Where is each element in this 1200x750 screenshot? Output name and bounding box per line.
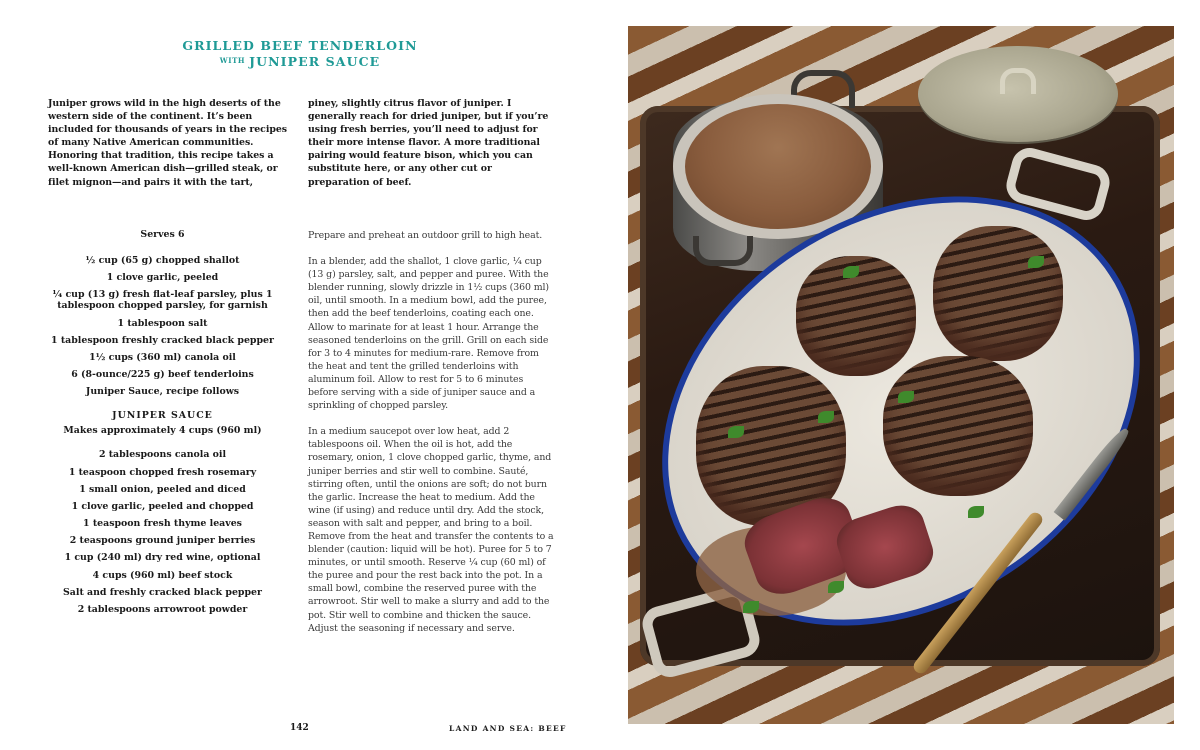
ingredient-item: 1 tablespoon freshly cracked black pepper xyxy=(51,334,274,346)
method-paragraph: In a medium saucepot over low heat, add 2 tablespoons oil. When the oil is hot, add the rosemary, onion, 1 clove chopped garlic, thyme, and juniper berries and stir well to combine. Sauté, stirring often, until the onions are soft; do not burn the garlic. Increase the heat to medium. Add the wine (if using) and reduce until dry. Add the stock, season with salt and pepper, and bring to a boil. Remove from the heat and transfer the contents to a blender (caution: liquid will be hot). Puree for 5 to 7 minutes, or until smooth. Reserve ¼ cup (60 ml) of the puree and pour the rest back into the pot. In a small bowl, combine the reserved puree with the arrowroot. Stir well to make a slurry and add to the pot. Stir well to combine and thicken the sauce. Adjust the seasoning if necessary and serve. xyxy=(308,426,554,634)
method-text xyxy=(308,229,556,648)
parsley-garnish xyxy=(968,506,984,518)
steak xyxy=(883,356,1033,496)
ingredient-item: 1 clove garlic, peeled xyxy=(106,272,219,284)
sauce-ingredient-item: 2 teaspoons ground juniper berries xyxy=(69,535,256,547)
pot-handle xyxy=(693,236,753,266)
page-number: 142 xyxy=(290,723,309,733)
intro-text-left: Juniper grows wild in the high deserts of the western side of the continent. It’s been included for thousands of years in the recipes of many Native American communities. Honoring that tradition, this recipe takes a well-known American dish—grilled steak, or filet mignon—and pairs it with the tart, xyxy=(48,98,287,188)
parsley-garnish xyxy=(743,601,759,613)
sauce-ingredient-item: 1 teaspoon chopped fresh rosemary xyxy=(68,466,257,478)
title-with: WITH xyxy=(219,56,246,65)
parsley-garnish xyxy=(828,581,844,593)
sauce-ingredient-item: 1 teaspoon fresh thyme leaves xyxy=(83,518,242,530)
ingredient-item: 1½ cups (360 ml) canola oil xyxy=(89,351,236,363)
pot-lid xyxy=(918,46,1118,142)
sauce-ingredient-item: 1 clove garlic, peeled and chopped xyxy=(71,500,254,512)
sauce-ingredient-item: 4 cups (960 ml) beef stock xyxy=(92,569,233,581)
title-line-2 xyxy=(150,53,450,69)
lid-knob xyxy=(1000,68,1036,94)
title-juniper-sauce: JUNIPER SAUCE xyxy=(249,54,381,69)
sauce-ingredient-item: 1 small onion, peeled and diced xyxy=(79,483,246,495)
parsley-garnish xyxy=(818,411,834,423)
ingredient-item: ½ cup (65 g) chopped shallot xyxy=(85,255,240,266)
ingredient-item: ¼ cup (13 g) fresh flat-leaf parsley, plus 1 tablespoon chopped parsley, for garnish xyxy=(52,289,273,312)
intro-text-right: piney, slightly citrus flavor of juniper. I generally reach for dried juniper, but if you’re using fresh berries, you’ll need to adjust for their more intense flavor. A more traditional pairing would feature bison, which you can substitute here, or any other cut or preparation of beef. xyxy=(308,98,549,188)
parsley-garnish xyxy=(843,266,859,278)
ingredients-list xyxy=(40,229,285,621)
juniper-sauce xyxy=(685,104,871,229)
ingredient-item: 6 (8-ounce/225 g) beef tenderloins xyxy=(71,369,254,381)
steak xyxy=(933,226,1063,361)
sauce-ingredient-item: 2 tablespoons arrowroot powder xyxy=(77,604,248,615)
parsley-garnish xyxy=(1028,256,1044,268)
parsley-garnish xyxy=(728,426,744,438)
sauce-ingredient-item: 2 tablespoons canola oil xyxy=(98,449,227,461)
sauce-ingredient-item: Salt and freshly cracked black pepper xyxy=(63,586,262,598)
recipe-photo xyxy=(628,26,1174,724)
title-line-1: GRILLED BEEF TENDERLOIN xyxy=(182,38,418,53)
serves-count: Serves 6 xyxy=(140,229,185,240)
method-paragraph: Prepare and preheat an outdoor grill to high heat. xyxy=(308,230,543,241)
sauce-heading: JUNIPER SAUCE xyxy=(112,410,213,422)
parsley-garnish xyxy=(898,391,914,403)
method-paragraph: In a blender, add the shallot, 1 clove garlic, ¼ cup (13 g) parsley, salt, and pepper and puree. With the blender running, slowly drizzle in 1½ cups (360 ml) oil, until smooth. In a medium bowl, add the puree, then add the beef tenderloins, coating each one. Allow to marinate for at least 1 hour. Arrange the seasoned tenderloins on the grill. Grill on each side for 3 to 4 minutes for medium-rare. Remove from the heat and tent the grilled tenderloins with aluminum foil. Allow to rest for 5 to 6 minutes before serving with a side of juniper sauce and a sprinkling of chopped parsley. xyxy=(308,256,549,412)
sauce-yield: Makes approximately 4 cups (960 ml) xyxy=(63,425,262,437)
recipe-title xyxy=(150,38,450,69)
ingredient-item: 1 tablespoon salt xyxy=(117,317,208,329)
ingredient-item: Juniper Sauce, recipe follows xyxy=(85,386,240,398)
running-footer-section: LAND AND SEA: BEEF xyxy=(449,724,567,733)
sauce-ingredient-item: 1 cup (240 ml) dry red wine, optional xyxy=(64,552,261,564)
